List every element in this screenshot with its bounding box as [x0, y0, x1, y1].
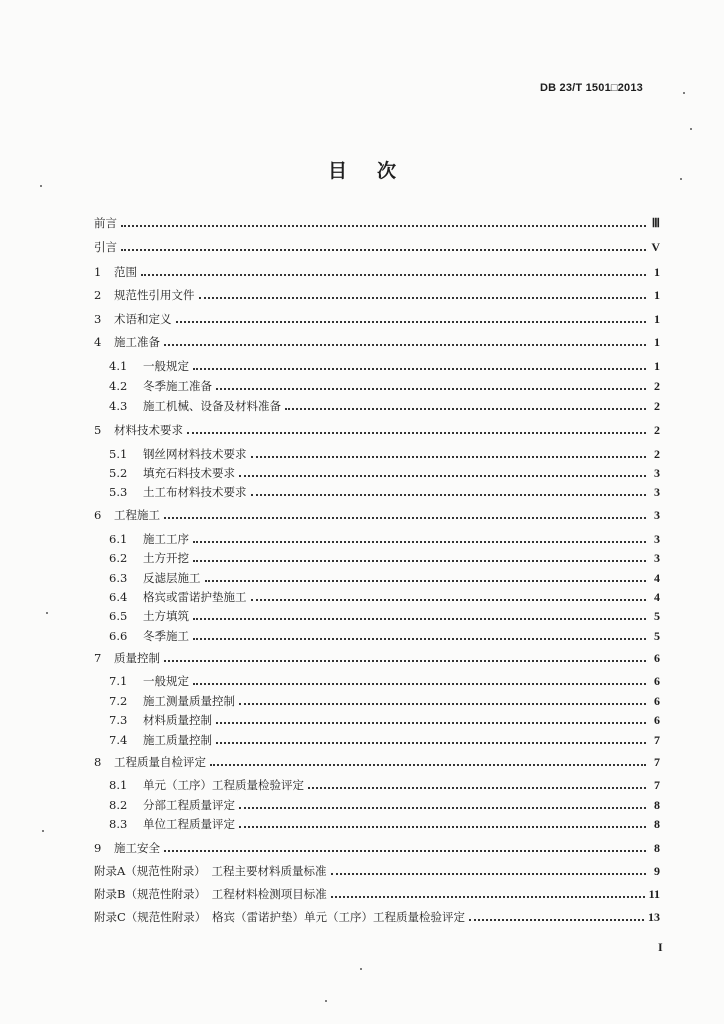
- toc-leader-dots: [176, 321, 647, 323]
- toc-entry-number: 5.2: [109, 466, 128, 480]
- scan-speck: [690, 128, 692, 130]
- toc-entry-page: 2: [654, 423, 660, 437]
- toc-leader-dots: [164, 850, 646, 852]
- toc-leader-dots: [239, 826, 646, 828]
- toc-entry: [94, 885, 660, 901]
- toc-entry-number: 9: [94, 841, 102, 855]
- scan-speck: [680, 178, 682, 180]
- toc-entry: [94, 649, 660, 665]
- toc-entry: [109, 796, 660, 812]
- toc-entry-page: 2: [654, 399, 660, 413]
- toc-leader-dots: [216, 722, 646, 724]
- toc-entry-page: 9: [654, 864, 660, 878]
- page-title: 目次: [327, 160, 426, 182]
- toc-entry: [109, 588, 660, 604]
- toc-leader-dots: [193, 683, 646, 685]
- toc-entry-page: 1: [654, 312, 660, 326]
- toc-entry-number: 6.4: [109, 590, 128, 604]
- toc-entry-label: 冬季施工: [143, 629, 189, 643]
- toc-entry: [94, 839, 660, 855]
- toc-entry-label: 土方填筑: [143, 609, 189, 623]
- toc-entry-number: 7.3: [109, 713, 128, 727]
- toc-leader-dots: [164, 517, 646, 519]
- toc-leader-dots: [251, 456, 647, 458]
- toc-entry: [109, 776, 660, 792]
- toc-entry-page: 1: [654, 335, 660, 349]
- toc-entry-label: 施工安全: [114, 841, 160, 855]
- toc-entry-page: 13: [648, 910, 660, 924]
- toc-entry-number: 7.4: [109, 733, 128, 747]
- toc-entry-number: 6: [94, 508, 102, 522]
- toc-entry-label: 工程施工: [114, 508, 160, 522]
- toc-entry-label: 一般规定: [143, 359, 189, 373]
- toc-entry-label: 范围: [114, 265, 137, 279]
- toc-leader-dots: [164, 660, 646, 662]
- toc-entry-label: 施工准备: [114, 335, 160, 349]
- toc-entry-number: 1: [94, 265, 102, 279]
- toc-entry-page: 8: [654, 817, 660, 831]
- toc-entry-number: 6.1: [109, 532, 128, 546]
- toc-leader-dots: [239, 703, 646, 705]
- toc-entry-label: 术语和定义: [114, 312, 172, 326]
- toc-entry: [109, 607, 660, 623]
- scan-speck: [360, 968, 362, 970]
- toc-entry-number: 6.5: [109, 609, 128, 623]
- toc-entry-page: 2: [654, 447, 660, 461]
- toc-entry: [94, 333, 660, 349]
- toc-entry: [109, 569, 660, 585]
- toc-entry-number: 5.3: [109, 485, 128, 499]
- toc-entry: [109, 549, 660, 565]
- toc-entry-number: 4.2: [109, 379, 128, 393]
- toc-entry: [94, 908, 660, 924]
- toc-entry-number: 7: [94, 651, 102, 665]
- toc-entry-label: 钢丝网材料技术要求: [143, 447, 247, 461]
- toc-entry: [94, 286, 660, 302]
- toc-entry-label: 附录A（规范性附录） 工程主要材料质量标准: [94, 864, 327, 878]
- toc-entry-page: 1: [654, 265, 660, 279]
- toc-leader-dots: [121, 249, 646, 251]
- toc-entry-page: 3: [654, 485, 660, 499]
- toc-entry-label: 材料技术要求: [114, 423, 183, 437]
- toc-leader-dots: [469, 919, 644, 921]
- toc-entry: [109, 357, 660, 373]
- scan-speck: [683, 92, 685, 94]
- toc-entry-label: 引言: [94, 240, 117, 254]
- toc-leader-dots: [331, 873, 646, 875]
- toc-entry-page: 4: [654, 590, 660, 604]
- scan-speck: [40, 185, 42, 187]
- toc-entry-number: 5.1: [109, 447, 128, 461]
- toc-entry-number: 6.3: [109, 571, 128, 585]
- toc-entry-page: 6: [654, 713, 660, 727]
- toc-entry-label: 施工工序: [143, 532, 189, 546]
- toc-leader-dots: [121, 225, 646, 227]
- toc-entry: [94, 862, 660, 878]
- toc-entry-number: 6.6: [109, 629, 128, 643]
- toc-leader-dots: [193, 368, 646, 370]
- toc-entry-number: 8.1: [109, 778, 128, 792]
- toc-entry-number: 3: [94, 312, 102, 326]
- toc-leader-dots: [331, 896, 645, 898]
- toc-leader-dots: [216, 742, 646, 744]
- toc-entry-label: 施工质量控制: [143, 733, 212, 747]
- toc-entry-number: 8.3: [109, 817, 128, 831]
- toc-leader-dots: [239, 807, 646, 809]
- toc-leader-dots: [193, 541, 646, 543]
- toc-entry-number: 2: [94, 288, 102, 302]
- toc-entry: [109, 731, 660, 747]
- toc-entry-number: 8: [94, 755, 102, 769]
- toc-entry: [109, 483, 660, 499]
- scan-speck: [46, 612, 48, 614]
- toc-leader-dots: [285, 408, 646, 410]
- toc-entry: [94, 263, 660, 279]
- toc-entry-label: 土方开挖: [143, 551, 189, 565]
- toc-entry-label: 分部工程质量评定: [143, 798, 235, 812]
- toc-entry-page: 1: [654, 359, 660, 373]
- toc-entry-label: 一般规定: [143, 674, 189, 688]
- toc-leader-dots: [210, 764, 646, 766]
- toc-entry-page: 8: [654, 798, 660, 812]
- toc-entry-label: 材料质量控制: [143, 713, 212, 727]
- toc-entry-number: 7.2: [109, 694, 128, 708]
- scan-speck: [325, 1000, 327, 1002]
- toc-entry-page: 7: [654, 778, 660, 792]
- toc-entry: [109, 815, 660, 831]
- document-code: DB 23/T 1501□2013: [540, 82, 643, 94]
- toc-entry-label: 格宾或雷诺护垫施工: [143, 590, 247, 604]
- toc-entry-label: 反滤层施工: [143, 571, 201, 585]
- toc-leader-dots: [308, 787, 646, 789]
- toc-leader-dots: [193, 638, 646, 640]
- toc-entry-label: 规范性引用文件: [114, 288, 195, 302]
- toc-entry-page: Ⅲ: [651, 216, 660, 230]
- toc-entry-page: V: [651, 240, 660, 254]
- toc-entry: [109, 692, 660, 708]
- toc-entry-label: 施工测量质量控制: [143, 694, 235, 708]
- toc-leader-dots: [193, 618, 646, 620]
- toc-entry-number: 5: [94, 423, 102, 437]
- toc-entry-page: 5: [654, 609, 660, 623]
- toc-leader-dots: [205, 580, 647, 582]
- toc-entry: [94, 506, 660, 522]
- toc-entry-number: 4.1: [109, 359, 128, 373]
- toc-entry-label: 工程质量自检评定: [114, 755, 206, 769]
- toc-leader-dots: [216, 388, 646, 390]
- toc-leader-dots: [187, 432, 646, 434]
- toc-leader-dots: [251, 599, 647, 601]
- toc-entry: [94, 214, 660, 230]
- toc-leader-dots: [141, 274, 646, 276]
- toc-entry: [109, 464, 660, 480]
- toc-entry-page: 3: [654, 532, 660, 546]
- toc-entry-number: 6.2: [109, 551, 128, 565]
- toc-entry: [109, 711, 660, 727]
- toc-leader-dots: [199, 297, 647, 299]
- toc-entry-page: 7: [654, 733, 660, 747]
- toc-entry-number: 7.1: [109, 674, 128, 688]
- toc-entry-page: 2: [654, 379, 660, 393]
- toc-entry: [109, 377, 660, 393]
- toc-entry-page: 11: [648, 887, 660, 901]
- toc-entry: [109, 445, 660, 461]
- toc-entry: [109, 397, 660, 413]
- toc-entry: [94, 421, 660, 437]
- toc-entry-label: 附录C（规范性附录） 格宾（雷诺护垫）单元（工序）工程质量检验评定: [94, 910, 466, 924]
- toc-entry-label: 质量控制: [114, 651, 160, 665]
- toc-entry-page: 6: [654, 674, 660, 688]
- toc-entry-label: 附录B（规范性附录） 工程材料检测项目标准: [94, 887, 327, 901]
- toc-entry-page: 8: [654, 841, 660, 855]
- toc-leader-dots: [193, 560, 646, 562]
- toc-entry-page: 3: [654, 551, 660, 565]
- toc-entry-number: 8.2: [109, 798, 128, 812]
- toc-entry: [94, 238, 660, 254]
- toc-entry-label: 冬季施工准备: [143, 379, 212, 393]
- toc-leader-dots: [239, 475, 646, 477]
- toc-entry-page: 3: [654, 508, 660, 522]
- toc-entry-label: 单元（工序）工程质量检验评定: [143, 778, 304, 792]
- toc-entry-page: 3: [654, 466, 660, 480]
- toc-entry-number: 4.3: [109, 399, 128, 413]
- toc-leader-dots: [164, 344, 646, 346]
- toc-entry: [94, 310, 660, 326]
- toc-entry-label: 单位工程质量评定: [143, 817, 235, 831]
- scan-speck: [42, 830, 44, 832]
- toc-entry: [94, 753, 660, 769]
- toc-entry-page: 5: [654, 629, 660, 643]
- toc-entry-label: 填充石料技术要求: [143, 466, 235, 480]
- toc-entry: [109, 627, 660, 643]
- toc-entry-label: 施工机械、设备及材料准备: [143, 399, 281, 413]
- toc-entry-page: 6: [654, 651, 660, 665]
- toc-entry-label: 土工布材料技术要求: [143, 485, 247, 499]
- toc-entry-page: 1: [654, 288, 660, 302]
- toc-leader-dots: [251, 494, 647, 496]
- toc-entry-page: 6: [654, 694, 660, 708]
- toc-entry-number: 4: [94, 335, 102, 349]
- toc-entry-page: 7: [654, 755, 660, 769]
- toc-entry-page: 4: [654, 571, 660, 585]
- toc-entry: [109, 672, 660, 688]
- toc-entry-label: 前言: [94, 216, 117, 230]
- toc-entry: [109, 530, 660, 546]
- page-number: I: [658, 940, 663, 954]
